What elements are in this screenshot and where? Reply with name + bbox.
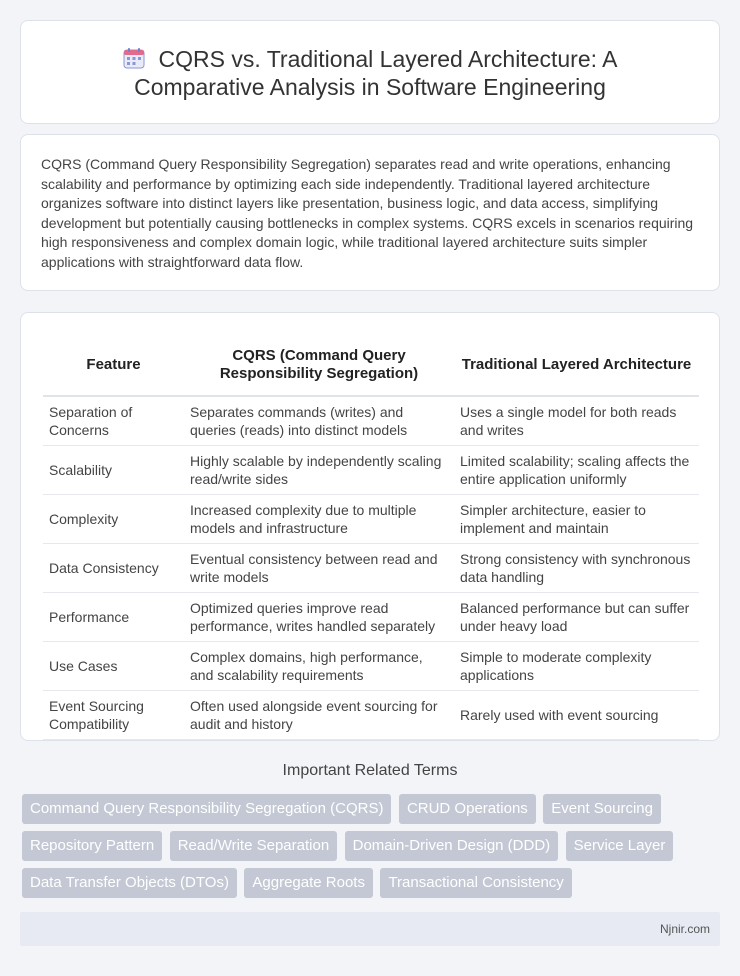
table-row: [43, 544, 699, 593]
term-tag[interactable]: Repository Pattern: [22, 831, 162, 861]
footer: [20, 912, 720, 946]
table-row: [43, 495, 699, 544]
header-feature: Feature: [43, 335, 184, 397]
term-tag[interactable]: Event Sourcing: [543, 794, 661, 824]
cell-layered: Simple to moderate complexity applications: [454, 642, 699, 691]
term-tag[interactable]: Service Layer: [566, 831, 674, 861]
cell-layered: Simpler architecture, easier to implement and maintain: [454, 495, 699, 544]
table-row: [43, 593, 699, 642]
summary-card: [20, 134, 720, 291]
cell-cqrs: Separates commands (writes) and queries (reads) into distinct models: [184, 397, 454, 446]
term-tag[interactable]: Read/Write Separation: [170, 831, 337, 861]
term-tag[interactable]: CRUD Operations: [399, 794, 536, 824]
cell-cqrs: Complex domains, high performance, and scalability requirements: [184, 642, 454, 691]
cell-feature: Separation of Concerns: [43, 397, 184, 446]
term-tag[interactable]: Domain-Driven Design (DDD): [345, 831, 559, 861]
cell-feature: Scalability: [43, 446, 184, 495]
term-tag[interactable]: Aggregate Roots: [244, 868, 373, 898]
cell-feature: Event Sourcing Compatibility: [43, 691, 184, 740]
comparison-table: [43, 335, 699, 740]
cell-cqrs: Increased complexity due to multiple models and infrastructure: [184, 495, 454, 544]
table-row: [43, 397, 699, 446]
term-tag[interactable]: Transactional Consistency: [380, 868, 571, 898]
term-tag[interactable]: Data Transfer Objects (DTOs): [22, 868, 237, 898]
cell-layered: Strong consistency with synchronous data handling: [454, 544, 699, 593]
term-tag[interactable]: Command Query Responsibility Segregation (CQRS): [22, 794, 391, 824]
related-terms-title: Important Related Terms: [282, 762, 458, 779]
cell-layered: Limited scalability; scaling affects the entire application uniformly: [454, 446, 699, 495]
page-title-text: CQRS vs. Traditional Layered Architecture: A Comparative Analysis in Software Engineering: [134, 46, 618, 100]
title-card: [20, 20, 720, 124]
table-row: [43, 642, 699, 691]
cell-layered: Rarely used with event sourcing: [454, 691, 699, 740]
cell-feature: Use Cases: [43, 642, 184, 691]
summary-text: CQRS (Command Query Responsibility Segregation) separates read and write operations, enhancing scalability and performance by optimizing each side independently. Traditional layered architecture organizes software into distinct layers like presentation, business logic, and data access, simplifying development but potentially causing bottlenecks in complex systems. CQRS excels in scenarios requiring high responsiveness and complex domain logic, while traditional layered architecture suits simpler applications with straightforward data flow.: [41, 156, 694, 270]
table-row: [43, 691, 699, 740]
cell-feature: Complexity: [43, 495, 184, 544]
calendar-icon: [123, 47, 145, 69]
cell-feature: Performance: [43, 593, 184, 642]
page-title: [21, 45, 719, 101]
cell-layered: Balanced performance but can suffer under heavy load: [454, 593, 699, 642]
comparison-table-card: [20, 312, 720, 741]
header-layered: Traditional Layered Architecture: [454, 335, 699, 397]
cell-cqrs: Eventual consistency between read and write models: [184, 544, 454, 593]
cell-cqrs: Optimized queries improve read performance, writes handled separately: [184, 593, 454, 642]
cell-cqrs: Often used alongside event sourcing for audit and history: [184, 691, 454, 740]
related-terms-list: [22, 794, 722, 905]
table-row: [43, 446, 699, 495]
footer-site-link[interactable]: Njnir.com: [659, 922, 710, 936]
table-header-row: [43, 335, 699, 397]
header-cqrs: CQRS (Command Query Responsibility Segregation): [184, 335, 454, 397]
cell-feature: Data Consistency: [43, 544, 184, 593]
cell-cqrs: Highly scalable by independently scaling read/write sides: [184, 446, 454, 495]
cell-layered: Uses a single model for both reads and writes: [454, 397, 699, 446]
